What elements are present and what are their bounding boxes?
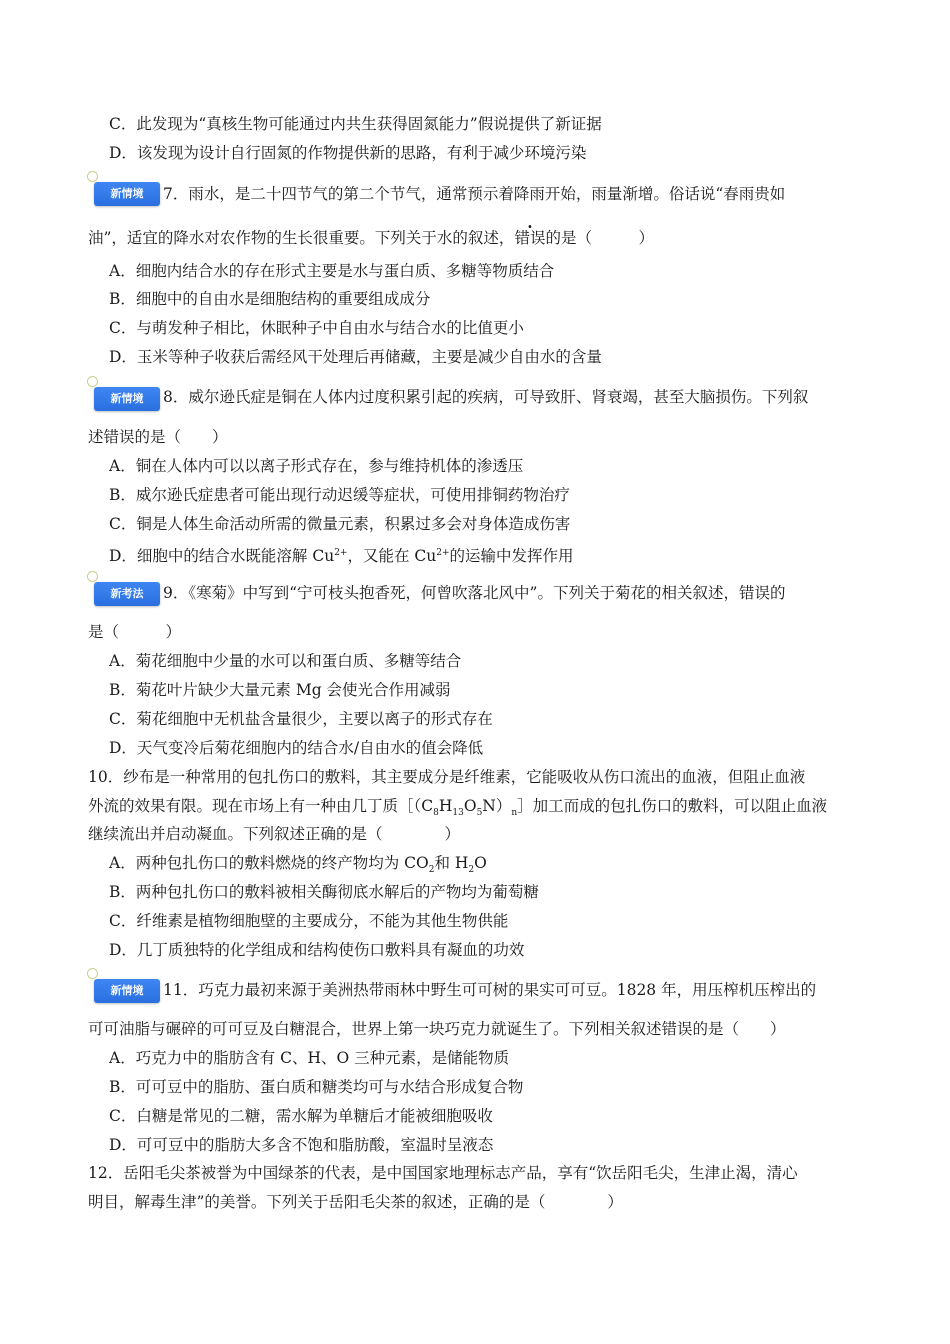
subscript: 2 (428, 865, 435, 876)
subscript: n (511, 808, 518, 819)
q7-option-c: C．与萌发种子相比，休眠种子中自由水与结合水的比值更小 (109, 319, 524, 337)
superscript: 2+ (436, 548, 450, 558)
q10-stem-text: H (438, 797, 453, 815)
q7-answer-bracket: 的是（ ） (545, 229, 654, 247)
q8-stem-line1: 8．威尔逊氏症是铜在人体内过度积累引起的疾病，可导致肝、肾衰竭，甚至大脑损伤。下列叙 (163, 388, 809, 406)
badge-ring-icon (87, 376, 98, 387)
q10-option-a-text: O (474, 854, 487, 872)
q8-option-a: A．铜在人体内可以以离子形式存在，参与维持机体的渗透压 (109, 457, 524, 475)
subscript: 13 (452, 808, 464, 819)
q7-stem-text: 油”，适宜的降水对农作物的生长很重要。下列关于水的叙述， (88, 229, 515, 247)
q9-option-c: C．菊花细胞中无机盐含量很少，主要以离子的形式存在 (109, 710, 493, 728)
q11-option-d: D．可可豆中的脂肪大多含不饱和脂肪酸，室温时呈液态 (109, 1136, 494, 1154)
q10-stem-text: O (463, 797, 477, 815)
q6-option-d: D．该发现为设计自行固氮的作物提供新的思路，有利于减少环境污染 (109, 144, 587, 162)
q8-option-d-text: 的运输中发挥作用 (449, 547, 574, 566)
badge-ring-icon (87, 968, 98, 979)
q10-stem-text: ］加工而成的包扎伤口的敷料，可以阻止血液 (517, 797, 828, 815)
q11-stem-line1: 11．巧克力最初来源于美洲热带雨林中野生可可树的果实可可豆。1828 年，用压榨机压榨出的 (163, 981, 817, 999)
q10-option-a (109, 852, 487, 881)
q7-stem-line1: 7．雨水，是二十四节气的第二个节气，通常预示着降雨开始，雨量渐增。俗话说“春雨贵如 (163, 185, 786, 203)
subscript: 8 (433, 808, 439, 819)
q12-stem-line2: 明目，解毒生津”的美誉。下列关于岳阳毛尖茶的叙述，正确的是（ ） (88, 1193, 623, 1211)
q8-option-c: C．铜是人体生命活动所需的微量元素，积累过多会对身体造成伤害 (109, 515, 571, 533)
q9-option-d: D．天气变冷后菊花细胞内的结合水/自由水的值会降低 (109, 739, 484, 757)
badge-ring-icon (87, 171, 98, 182)
q10-stem-text: 外流的效果有限。现在市场上有一种由几丁质［（C (88, 797, 434, 815)
q7-emphasis-mark: 错误 (514, 229, 546, 247)
q8-option-d-text: ，又能在 Cu (347, 547, 437, 566)
q7-option-d: D．玉米等种子收获后需经风干处理后再储藏，主要是减少自由水的含量 (109, 348, 602, 366)
q10-option-a-text: 和 H (434, 854, 469, 872)
q7-badge: 新情境 (94, 182, 160, 206)
superscript: 2+ (334, 548, 348, 558)
q9-stem-line1: 9．《寒菊》中写到“宁可枝头抱香死，何曾吹落北风中”。下列关于菊花的相关叙述，错误的 (163, 584, 786, 602)
q11-option-a: A．巧克力中的脂肪含有 C、H、O 三种元素，是储能物质 (109, 1049, 510, 1067)
q8-option-d (109, 542, 574, 567)
q6-option-c: C．此发现为“真核生物可能通过内共生获得固氮能力”假说提供了新证据 (109, 115, 602, 133)
q9-option-b: B．菊花叶片缺少大量元素 Mg 会使光合作用减弱 (109, 681, 451, 699)
q10-option-b: B．两种包扎伤口的敷料被相关酶彻底水解后的产物均为葡萄糖 (109, 883, 539, 901)
q8-badge: 新情境 (94, 387, 160, 411)
q7-option-a: A．细胞内结合水的存在形式主要是水与蛋白质、多糖等物质结合 (109, 262, 555, 280)
q10-option-a-text: A．两种包扎伤口的敷料燃烧的终产物均为 CO (109, 854, 429, 872)
q10-stem-text: N） (482, 797, 512, 815)
q9-stem-line2: 是（ ） (88, 623, 182, 641)
q8-option-b: B．威尔逊氏症患者可能出现行动迟缓等症状，可使用排铜药物治疗 (109, 486, 570, 504)
q8-option-d-text: D．细胞中的结合水既能溶解 Cu (109, 547, 335, 566)
badge-ring-icon (87, 571, 98, 582)
q7-stem-line2 (88, 227, 654, 249)
q11-option-c: C．白糖是常见的二糖，需水解为单糖后才能被细胞吸收 (109, 1107, 493, 1125)
q10-stem-line3: 继续流出并启动凝血。下列叙述正确的是（ ） (88, 825, 461, 843)
q8-stem-line2: 述错误的是（ ） (88, 428, 228, 446)
q12-stem-line1: 12．岳阳毛尖茶被誉为中国绿茶的代表，是中国国家地理标志产品，享有“饮岳阳毛尖，生津止渴，清心 (88, 1164, 798, 1182)
q10-option-d: D．几丁质独特的化学组成和结构使伤口敷料具有凝血的功效 (109, 941, 525, 959)
q10-stem-line1: 10．纱布是一种常用的包扎伤口的敷料，其主要成分是纤维素，它能吸收从伤口流出的血液，但阻止血液 (88, 768, 806, 786)
q9-option-a: A．菊花细胞中少量的水可以和蛋白质、多糖等结合 (109, 652, 462, 670)
q10-option-c: C．纤维素是植物细胞壁的主要成分，不能为其他生物供能 (109, 912, 509, 930)
q10-stem-line2 (88, 795, 827, 824)
q11-badge: 新情境 (94, 979, 160, 1003)
q11-option-b: B．可可豆中的脂肪、蛋白质和糖类均可与水结合形成复合物 (109, 1078, 524, 1096)
q11-stem-line2: 可可油脂与碾碎的可可豆及白糖混合，世界上第一块巧克力就诞生了。下列相关叙述错误的是（ ） (88, 1020, 786, 1038)
subscript: 5 (476, 808, 483, 819)
q7-option-b: B．细胞中的自由水是细胞结构的重要组成成分 (109, 290, 431, 308)
subscript: 2 (468, 865, 475, 876)
q9-badge: 新考法 (94, 582, 160, 606)
